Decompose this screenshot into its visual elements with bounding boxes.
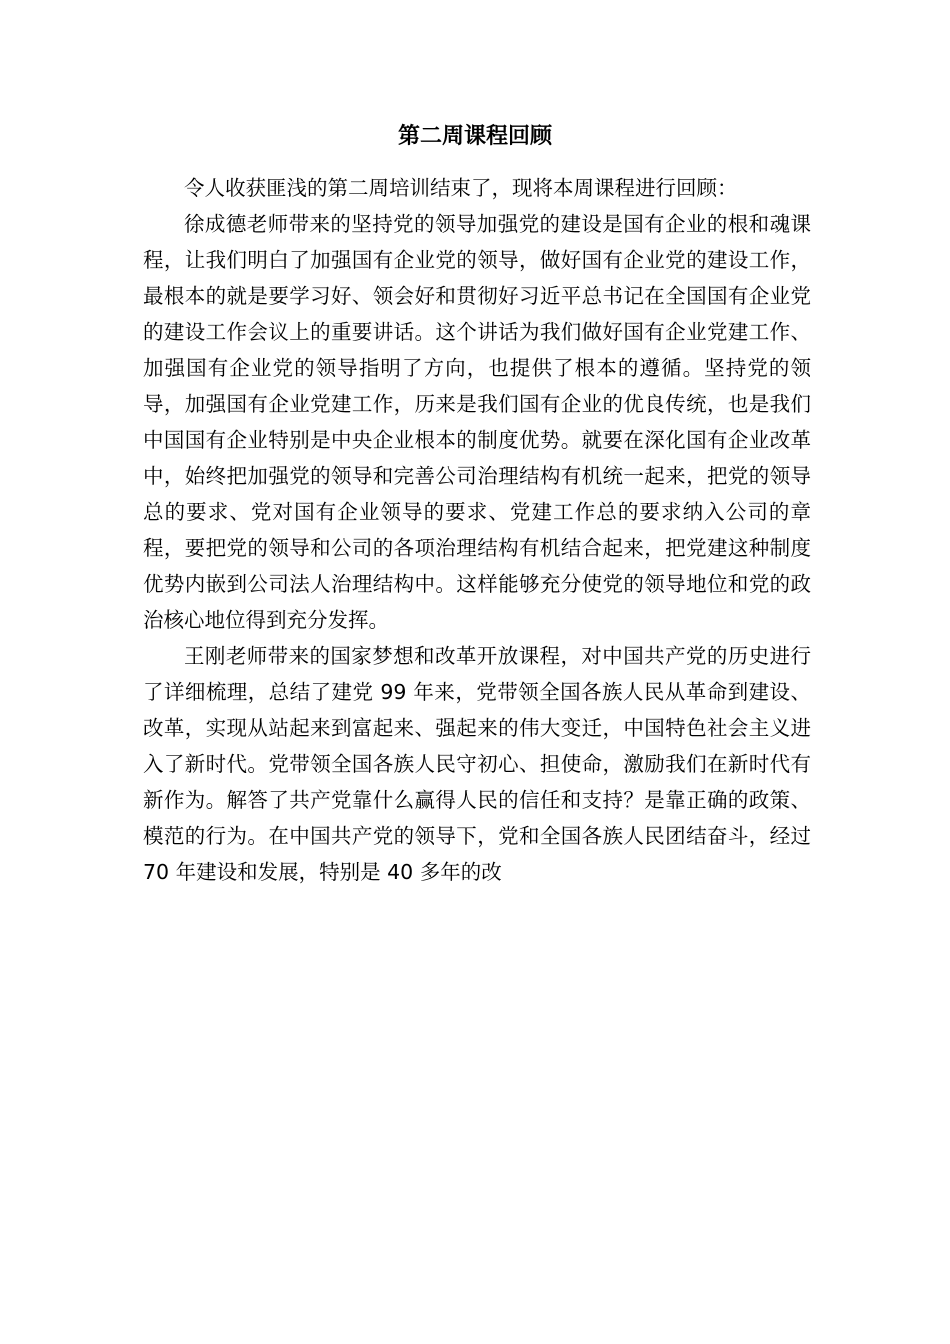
document-title: 第二周课程回顾 [397, 123, 552, 149]
document-body [143, 170, 811, 890]
xu-chengde-course-paragraph: 徐成德老师带来的坚持党的领导加强党的建设是国有企业的根和魂课程，让我们明白了加强国有企业党的领导，做好国有企业党的建设工作，最根本的就是要学习好、领会好和贯彻好习近平总书记在全国国有企业党的建设工作会议上的重要讲话。这个讲话为我们做好国有企业党建工作、加强国有企业党的领导指明了方向，也提供了根本的遵循。坚持党的领导，加强国有企业党建工作，历来是我们国有企业的优良传统，也是我们中国国有企业特别是中央企业根本的制度优势。就要在深化国有企业改革中，始终把加强党的领导和完善公司治理结构有机统一起来，把党的领导总的要求、党对国有企业领导的要求、党建工作总的要求纳入公司的章程，要把党的领导和公司的各项治理结构有机结合起来，把党建这种制度优势内嵌到公司法人治理结构中。这样能够充分使党的领导地位和党的政治核心地位得到充分发挥。 [143, 212, 811, 632]
intro-paragraph: 令人收获匪浅的第二周培训结束了，现将本周课程进行回顾： [184, 176, 738, 200]
wang-gang-course-paragraph: 王刚老师带来的国家梦想和改革开放课程，对中国共产党的历史进行了详细梳理，总结了建党 99 年来，党带领全国各族人民从革命到建设、改革，实现从站起来到富起来、强起来的伟大变迁，中国特色社会主义进入了新时代。党带领全国各族人民守初心、担使命，激励我们在新时代有新作为。解答了共产党靠什么赢得人民的信任和支持？是靠正确的政策、模范的行为。在中国共产党的领导下，党和全国各族人民团结奋斗，经过 70 年建设和发展，特别是 40 多年的改 [143, 644, 811, 884]
